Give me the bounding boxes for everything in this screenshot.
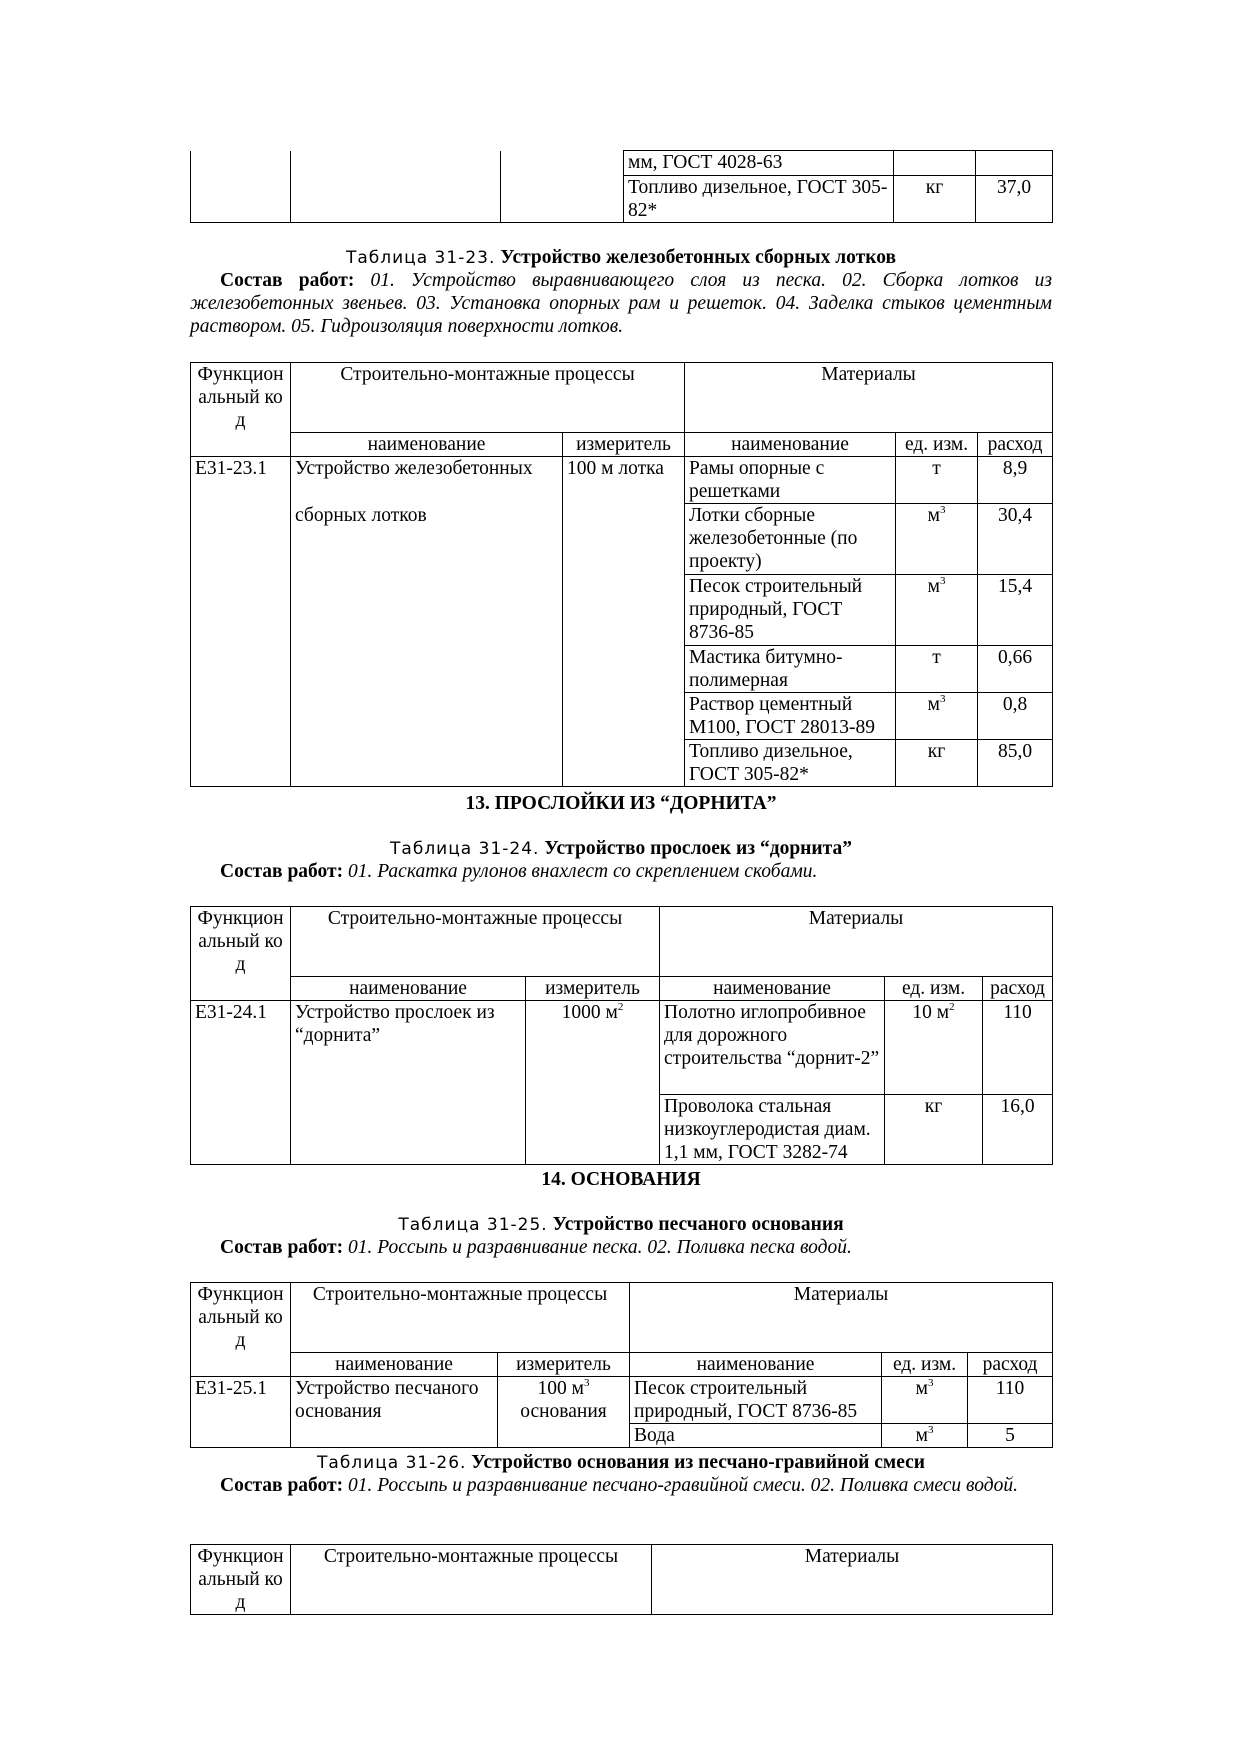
work-composition: Состав работ: 01. Россыпь и разравнивание песчано-гравийной смеси. 02. Поливка смеси водой. <box>220 1475 1018 1496</box>
header-materials: Материалы <box>630 1283 1053 1353</box>
header-processes: Строительно-монтажные процессы <box>291 1283 630 1353</box>
material-value: 8,9 <box>978 456 1053 503</box>
work-composition: Состав работ: 01. Устройство выравнивающего слоя из песка. 02. Сборка лотков из железобетонных звеньев. 03. Установка опорных рам и решеток. 04. Заделка стыков цементным раствором. 05. Гидроизоляция поверхности лотков. <box>190 270 1052 337</box>
material-value: 85,0 <box>978 739 1053 786</box>
table-title: Устройство прослоек из “дорнита” <box>544 838 852 859</box>
top-table <box>190 150 1053 223</box>
material-name: Песок строительный природный, ГОСТ 8736-85 <box>630 1376 882 1423</box>
table-31-23: Функциональный код Строительно-монтажные процессы Материалы наименование измеритель наименование ед. изм. расход Е31-23.1 Устройство железобетонных сборных лотков 100 м лотка Рамы опорные с решетками т 8,9 Лотки сборные железобетонные (по проекту) $м^3$ 30,4 Песок строительный природный, ГОСТ 8736-85 $м^3$ 15,4 Мастика битумно-полимерная т 0,66 Раствор цементный М100, ГОСТ 28013-89 $м^3$ 0,8 Топливо дизельное, ГОСТ 305-82* кг 85,0 <box>190 362 1053 787</box>
table-31-26 <box>190 1544 1053 1615</box>
material-value: 5 <box>968 1423 1053 1447</box>
table-caption: Таблица 31-25. Устройство песчаного основания <box>398 1214 844 1235</box>
work-composition: Состав работ: 01. Россыпь и разравнивание песка. 02. Поливка песка водой. <box>220 1237 852 1258</box>
material-name: Полотно иглопробивное для дорожного строительства “дорнит-2” <box>660 1000 885 1094</box>
section-heading: 14. ОСНОВАНИЯ <box>541 1169 701 1190</box>
material-value: 15,4 <box>978 574 1053 645</box>
table-31-24: Функциональный код Строительно-монтажные процессы Материалы наименование измеритель наименование ед. изм. расход Е31-24.1 Устройство прослоек из “дорнита” 1000 $м^2$ Полотно иглопробивное для дорожного строительства “дорнит-2” 10 $м^2$ 110 Проволока стальная низкоуглеродистая диам. 1,1 мм, ГОСТ 3282-74 кг 16,0 <box>190 906 1053 1165</box>
table-31-25: Функциональный код Строительно-монтажные процессы Материалы наименование измеритель наименование ед. изм. расход Е31-25.1 Устройство песчаного основания 100 $м^3$ основания Песок строительный природный, ГОСТ 8736-85 $м^3$ 110 Вода $м^3$ 5 <box>190 1282 1053 1448</box>
material-unit: $м^3$ <box>896 692 978 739</box>
header-code: Функциональный код <box>191 907 291 977</box>
top-material-value: 37,0 <box>976 176 1053 223</box>
material-value: 110 <box>968 1376 1053 1423</box>
process-name: Устройство железобетонных сборных лотков <box>291 456 563 786</box>
material-name: Раствор цементный М100, ГОСТ 28013-89 <box>685 692 896 739</box>
function-code: Е31-23.1 <box>191 456 291 786</box>
top-material-name: Топливо дизельное, ГОСТ 305-82* <box>624 176 894 223</box>
process-name: Устройство прослоек из “дорнита” <box>291 1000 526 1164</box>
material-unit: кг <box>896 739 978 786</box>
top-material-unit: кг <box>894 176 976 223</box>
material-unit: $м^3$ <box>896 503 978 574</box>
material-unit: 10 $м^2$ <box>885 1000 983 1094</box>
process-meter: 100 $м^3$ основания <box>498 1376 630 1447</box>
material-value: 110 <box>983 1000 1053 1094</box>
material-unit: т <box>896 645 978 692</box>
process-meter: 1000 $м^2$ <box>526 1000 660 1164</box>
header-materials: Материалы <box>660 907 1053 977</box>
material-name: Проволока стальная низкоуглеродистая диам. 1,1 мм, ГОСТ 3282-74 <box>660 1094 885 1164</box>
table-title: Устройство железобетонных сборных лотков <box>500 247 897 268</box>
header-processes: Строительно-монтажные процессы <box>291 907 660 977</box>
material-name: Топливо дизельное, ГОСТ 305-82* <box>685 739 896 786</box>
function-code: Е31-24.1 <box>191 1000 291 1164</box>
material-value: 0,8 <box>978 692 1053 739</box>
material-name: Песок строительный природный, ГОСТ 8736-85 <box>685 574 896 645</box>
header-code: Функциональный код <box>191 1545 291 1615</box>
material-name: Рамы опорные с решетками <box>685 456 896 503</box>
header-processes: Строительно-монтажные процессы <box>291 363 685 433</box>
table-caption: Таблица 31-23. Устройство железобетонных сборных лотков <box>345 247 897 268</box>
material-unit: кг <box>885 1094 983 1164</box>
material-unit: $м^3$ <box>882 1423 968 1447</box>
material-name: Мастика битумно-полимерная <box>685 645 896 692</box>
process-meter: 100 м лотка <box>563 456 685 786</box>
material-value: 16,0 <box>983 1094 1053 1164</box>
header-code: Функциональный код <box>191 363 291 433</box>
table-caption: Таблица 31-24. Устройство прослоек из “дорнита” <box>390 838 852 859</box>
header-code: Функциональный код <box>191 1283 291 1353</box>
material-unit: $м^3$ <box>896 574 978 645</box>
table-title: Устройство песчаного основания <box>552 1214 844 1235</box>
function-code: Е31-25.1 <box>191 1376 291 1447</box>
top-material-name: мм, ГОСТ 4028-63 <box>624 151 894 176</box>
work-composition: Состав работ: 01. Раскатка рулонов внахлест со скреплением скобами. <box>220 861 818 882</box>
table-title: Устройство основания из песчано-гравийной смеси <box>471 1452 925 1473</box>
material-unit: $м^3$ <box>882 1376 968 1423</box>
material-value: 30,4 <box>978 503 1053 574</box>
header-materials: Материалы <box>685 363 1053 433</box>
material-name: Лотки сборные железобетонные (по проекту) <box>685 503 896 574</box>
table-caption: Таблица 31-26. Устройство основания из песчано-гравийной смеси <box>317 1452 925 1473</box>
header-materials: Материалы <box>652 1545 1053 1615</box>
material-name: Вода <box>630 1423 882 1447</box>
header-processes: Строительно-монтажные процессы <box>291 1545 652 1615</box>
material-value: 0,66 <box>978 645 1053 692</box>
material-unit: т <box>896 456 978 503</box>
section-heading: 13. ПРОСЛОЙКИ ИЗ “ДОРНИТА” <box>465 793 777 814</box>
process-name: Устройство песчаного основания <box>291 1376 498 1447</box>
